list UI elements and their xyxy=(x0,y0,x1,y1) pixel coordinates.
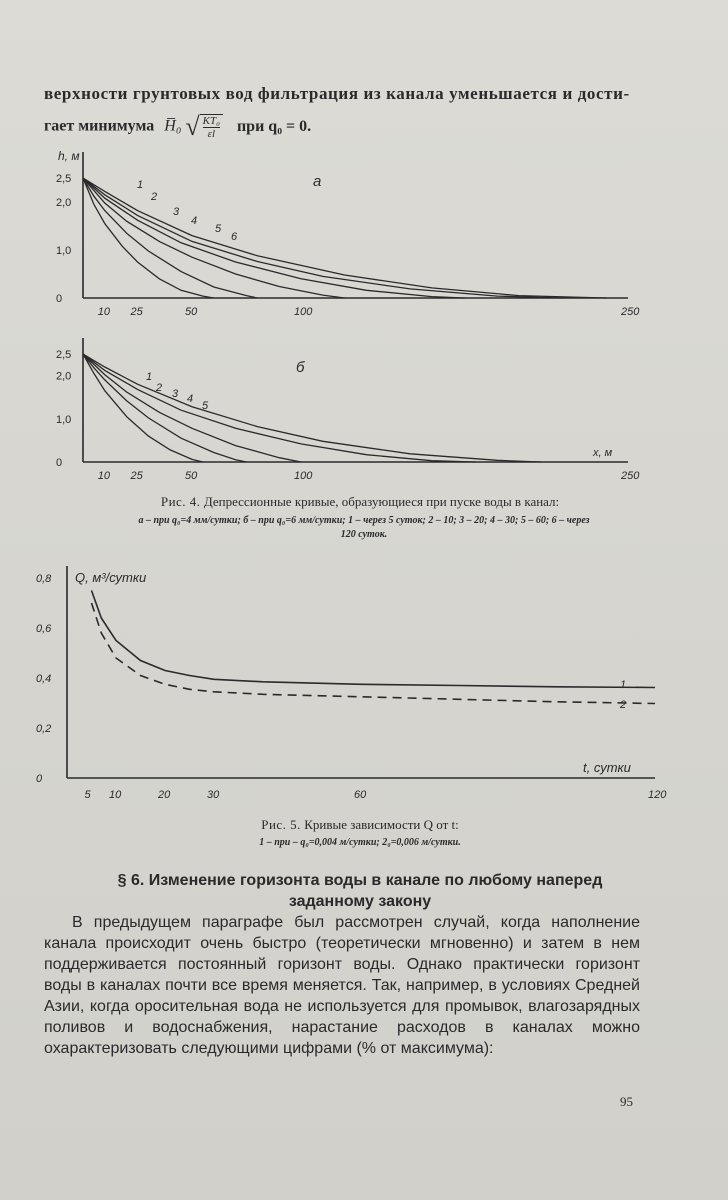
x-tick-label: 25 xyxy=(130,306,143,318)
curve-1 xyxy=(92,591,656,688)
curve-labels xyxy=(619,679,626,711)
y-axis-label: Q, м³/сутки xyxy=(75,570,147,585)
x-tick-label: 50 xyxy=(185,470,198,480)
figure-4a-chart xyxy=(50,140,650,320)
x-tick-labels xyxy=(85,789,668,801)
curve-3 xyxy=(83,354,301,462)
y-tick-label: 0 xyxy=(56,457,63,469)
intro-line-2 xyxy=(44,112,311,142)
x-tick-label: 60 xyxy=(354,789,367,801)
intro-line-1: верхности грунтовых вод фильтрация из канала уменьшается и дости- xyxy=(44,84,630,103)
formula: H̅₀ √ $\frac{\text{KT₀}}{\varepsilon l}$ xyxy=(164,112,223,142)
section-title-line-2: заданному закону xyxy=(288,893,432,910)
y-tick-label: 2,0 xyxy=(56,197,72,209)
page-number: 95 xyxy=(620,1094,633,1109)
figure-5-caption xyxy=(60,817,660,833)
x-tick-label: 30 xyxy=(207,789,220,801)
y-tick-label: 0 xyxy=(36,773,43,785)
y-tick-labels xyxy=(56,349,71,469)
y-tick-label: 1,0 xyxy=(56,245,72,257)
curve-label-2: 2 xyxy=(151,191,158,203)
y-tick-label: 2,0 xyxy=(56,370,72,383)
y-axis-label: h, м xyxy=(58,149,80,163)
x-tick-label: 120 xyxy=(648,789,667,801)
intro-line-2-end: при q₀ = 0. xyxy=(236,117,312,135)
x-tick-label: 25 xyxy=(130,470,143,480)
formula-denominator: εl xyxy=(207,128,215,140)
figure-5-axes xyxy=(67,566,655,778)
y-tick-label: 0,4 xyxy=(36,673,52,685)
curves xyxy=(83,178,606,298)
curve-4 xyxy=(83,354,475,462)
figure-4-caption-label: Рис. 4. xyxy=(160,494,201,509)
curve-label-2: 2 xyxy=(620,699,627,711)
y-tick-label: 0,2 xyxy=(36,723,52,735)
x-tick-label: 10 xyxy=(109,789,122,801)
figure-4-caption xyxy=(60,494,660,510)
x-axis-unit: x, м xyxy=(593,447,613,459)
x-tick-labels xyxy=(98,306,640,318)
section-heading xyxy=(50,870,670,912)
x-tick-label: 250 xyxy=(621,470,640,480)
x-tick-label: 50 xyxy=(185,306,198,318)
curve-label-2: 2 xyxy=(156,382,163,394)
paragraph: В предыдущем параграфе был рассмотрен случай, когда наполнение канала происходит очень быстро (теоретически мгновенно) и затем в нем поддерживается постоянный горизонт воды. Однако практически горизонт воды в каналах почти все время меняется. Так, например, в условиях Средней Азии, когда оросительная вода не используется для промывок, влагозарядных поливов и водоснабжения, нарастание расходов в каналах можно охарактеризовать следующими цифрами (% от максимума): xyxy=(44,914,640,1057)
intro-line-2-text: гает минимума xyxy=(44,117,155,135)
y-tick-label: 0,6 xyxy=(36,623,52,635)
figure-4-legend-line-1: а – при q₀=4 мм/сутки; б – при q₀=6 мм/сутки; 1 – через 5 суток; 2 – 10; 3 – 20; 4 – 30; 5 – 60; 6 – через xyxy=(138,515,590,526)
curve-label-4: 4 xyxy=(191,215,198,227)
panel-label: а xyxy=(313,173,322,190)
body-text xyxy=(44,912,640,1059)
x-tick-label: 20 xyxy=(158,789,171,801)
curve-label-5: 5 xyxy=(202,400,209,412)
figure-4-legend-line-2: 120 суток. xyxy=(340,529,388,540)
section-title-line-1: § 6. Изменение горизонта воды в канале по любому наперед xyxy=(117,872,603,889)
curve-label-4: 4 xyxy=(187,393,194,405)
x-tick-label: 10 xyxy=(97,470,111,480)
curve-label-1: 1 xyxy=(620,679,627,691)
y-tick-label: 2,5 xyxy=(56,349,72,361)
figure-4-caption-text: Депрессионные кривые, образующиеся при пуске воды в канал: xyxy=(203,494,560,509)
figure-5-caption-label: Рис. 5. xyxy=(261,817,301,832)
x-tick-label: 100 xyxy=(294,470,313,480)
curve-labels xyxy=(146,371,209,412)
figure-5-legend: 1 – при – q₀=0,004 м/сутки; 2₀=0,006 м/сутки. xyxy=(259,837,461,848)
y-tick-label: 2,5 xyxy=(56,173,72,185)
curve-label-1: 1 xyxy=(137,179,144,191)
y-tick-label: 0,8 xyxy=(36,573,52,585)
panel-label: б xyxy=(296,359,305,376)
formula-h: H̅₀ xyxy=(164,117,182,135)
figure-4b-chart xyxy=(50,330,650,480)
curve-label-1: 1 xyxy=(146,371,153,383)
x-tick-label: 100 xyxy=(294,306,313,318)
x-axis-label: t, сутки xyxy=(583,760,631,775)
y-tick-label: 1,0 xyxy=(56,413,72,426)
curve-label-6: 6 xyxy=(231,231,238,243)
x-tick-label: 250 xyxy=(621,306,640,318)
curve-label-3: 3 xyxy=(173,206,180,218)
x-tick-label: 5 xyxy=(84,789,91,801)
figure-5-chart xyxy=(30,560,670,810)
y-tick-labels xyxy=(36,573,52,785)
x-tick-labels xyxy=(98,470,640,480)
y-tick-label: 0 xyxy=(56,293,63,305)
curve-label-5: 5 xyxy=(215,223,222,235)
curve-label-3: 3 xyxy=(172,388,179,400)
figure-5-caption-text: Кривые зависимости Q от t: xyxy=(304,817,459,832)
curves xyxy=(92,591,656,704)
curve-2 xyxy=(92,603,656,704)
y-tick-labels xyxy=(56,173,71,305)
x-tick-label: 10 xyxy=(97,306,111,318)
figure-4b-axes xyxy=(83,338,628,462)
curve-4 xyxy=(83,178,465,298)
formula-numerator: KT₀ xyxy=(202,115,220,127)
